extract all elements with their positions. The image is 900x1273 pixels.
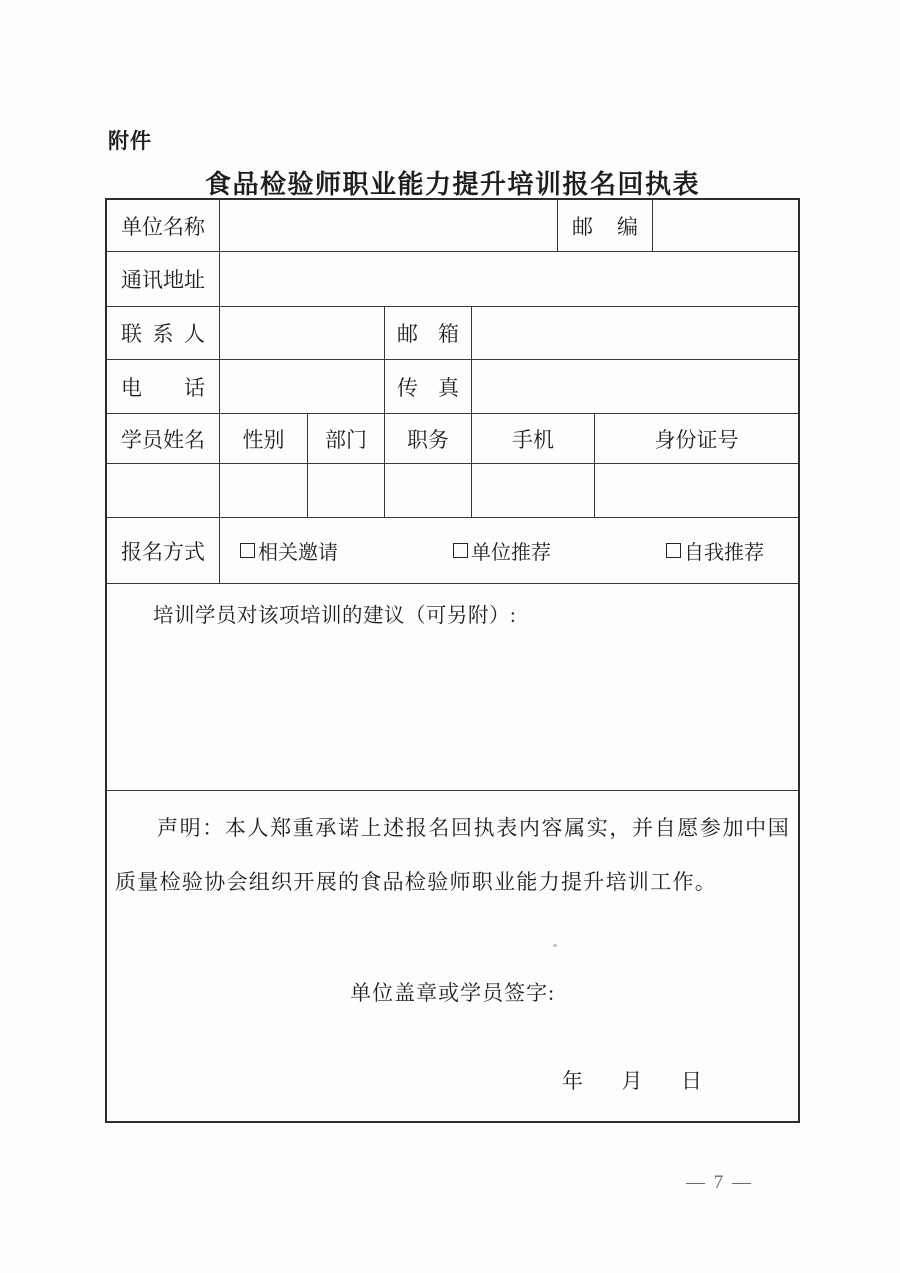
position-cell bbox=[385, 464, 472, 517]
option-invitation bbox=[240, 536, 338, 565]
phone-row bbox=[107, 360, 798, 414]
postal-code-label: 邮编 bbox=[558, 200, 653, 251]
unit-name-field bbox=[220, 200, 558, 251]
registration-options bbox=[220, 518, 798, 583]
registration-method-label: 报名方式 bbox=[107, 518, 220, 583]
address-label: 通讯地址 bbox=[107, 252, 220, 306]
date-line bbox=[115, 1061, 790, 1104]
phone-label: 电话 bbox=[107, 360, 220, 413]
gender-cell bbox=[220, 464, 308, 517]
unit-name-label: 单位名称 bbox=[107, 200, 220, 251]
signature-label: 单位盖章或学员签字: bbox=[350, 981, 555, 1005]
trainee-name-cell bbox=[107, 464, 220, 517]
postal-code-field bbox=[653, 200, 798, 251]
page-number: — 7 — bbox=[686, 1172, 753, 1193]
option-invitation-label: 相关邀请 bbox=[258, 542, 338, 564]
fax-label: 传真 bbox=[385, 360, 472, 413]
email-label: 邮箱 bbox=[385, 307, 472, 359]
position-header: 职务 bbox=[385, 414, 472, 463]
address-row bbox=[107, 252, 798, 307]
declaration-text: 声明：本人郑重承诺上述报名回执表内容属实，并自愿参加中国质量检验协会组织开展的食品检验师职业能力提升培训工作。 bbox=[115, 816, 790, 894]
department-header: 部门 bbox=[308, 414, 385, 463]
contact-row bbox=[107, 307, 798, 360]
form-title: 食品检验师职业能力提升培训报名回执表 bbox=[204, 170, 700, 199]
scan-artifact-dot bbox=[553, 944, 557, 947]
id-number-header: 身份证号 bbox=[654, 427, 739, 452]
suggestion-section bbox=[107, 584, 798, 791]
option-unit-recommend bbox=[453, 536, 551, 565]
registration-form-table bbox=[105, 198, 800, 1123]
unit-name-row bbox=[107, 200, 798, 252]
contact-label: 联系人 bbox=[107, 307, 220, 359]
address-field bbox=[220, 252, 798, 306]
mobile-cell bbox=[472, 464, 595, 517]
gender-header: 性别 bbox=[220, 414, 308, 463]
registration-method-row bbox=[107, 518, 798, 584]
fax-field bbox=[472, 360, 798, 413]
phone-field bbox=[220, 360, 385, 413]
contact-field bbox=[220, 307, 385, 359]
option-self-recommend-label: 自我推荐 bbox=[684, 542, 764, 564]
checkbox-icon bbox=[453, 543, 468, 558]
department-cell bbox=[308, 464, 385, 517]
suggestion-label: 培训学员对该项培训的建议（可另附）: bbox=[153, 605, 517, 627]
trainee-data-row bbox=[107, 464, 798, 518]
attachment-label: 附件 bbox=[108, 129, 152, 153]
trainee-name-header: 学员姓名 bbox=[107, 414, 220, 463]
mobile-header: 手机 bbox=[472, 414, 595, 463]
trainee-header-row bbox=[107, 414, 798, 464]
email-field bbox=[472, 307, 798, 359]
option-self-recommend bbox=[666, 536, 764, 565]
date-label: 年 月 日 bbox=[562, 1069, 702, 1093]
id-number-cell bbox=[595, 464, 798, 517]
option-unit-recommend-label: 单位推荐 bbox=[471, 542, 551, 564]
checkbox-icon bbox=[240, 543, 255, 558]
declaration-section bbox=[107, 791, 798, 1121]
checkbox-icon bbox=[666, 543, 681, 558]
